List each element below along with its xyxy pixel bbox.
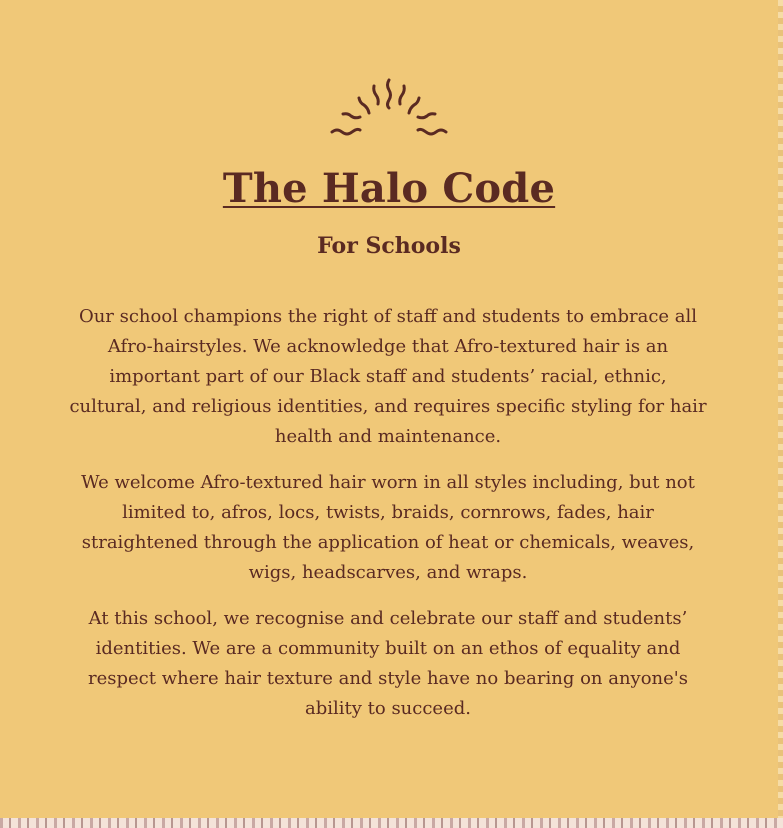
page-title: The Halo Code [222,165,556,212]
decorative-pattern-strip [0,818,783,828]
paragraph: At this school, we recognise and celebrate our staff and students’ identities. We are a community built on an ethos of equality and respect where hair texture and style have no bearing on anyone's ability to succeed. [88,608,688,719]
sun-rays-icon [329,78,449,142]
page-subtitle: For Schools [317,233,461,259]
paragraph: Our school champions the right of staff and students to embrace all Afro-hairstyles. We acknowledge that Afro-textured hair is an important part of our Black staff and students’ racial, ethnic, cultural, and religious identities, and requires specific styling for hair health and maintenance. [69,306,707,447]
body-text [68,302,708,740]
paragraph: We welcome Afro-textured hair worn in all styles including, but not limited to, afros, locs, twists, braids, cornrows, fades, hair straightened through the application of heat or chemicals, weaves, wigs, headscarves, and wraps. [81,472,695,583]
decorative-edge [778,0,783,828]
